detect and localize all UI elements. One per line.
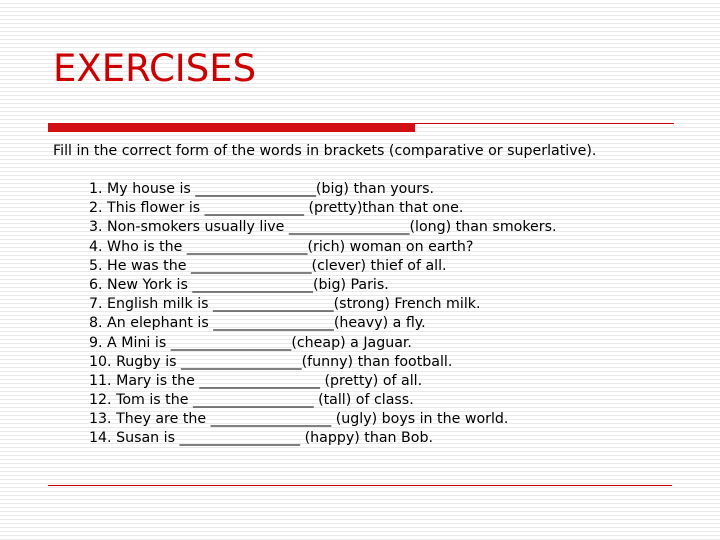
exercise-list bbox=[89, 180, 557, 449]
exercise-item-6: 6. New York is _________________(big) Paris. bbox=[89, 276, 389, 293]
exercise-item-7: 7. English milk is _________________(strong) French milk. bbox=[89, 296, 481, 313]
exercise-item-5: 5. He was the _________________(clever) thief of all. bbox=[89, 257, 447, 274]
exercise-item-3: 3. Non-smokers usually live _________________(long) than smokers. bbox=[89, 219, 557, 236]
footer-rule bbox=[48, 485, 672, 486]
instructions-text: Fill in the correct form of the words in brackets (comparative or superlative). bbox=[53, 143, 597, 159]
exercise-item-9: 9. A Mini is _________________(cheap) a Jaguar. bbox=[89, 334, 412, 351]
exercise-item-1: 1. My house is _________________(big) than yours. bbox=[89, 181, 435, 197]
exercise-item-13: 13. They are the _________________ (ugly) boys in the world. bbox=[89, 411, 509, 428]
exercise-item-2: 2. This flower is ______________ (pretty)than that one. bbox=[89, 200, 464, 217]
exercise-item-8: 8. An elephant is _________________(heavy) a fly. bbox=[89, 315, 426, 332]
exercise-item-11: 11. Mary is the _________________ (pretty) of all. bbox=[89, 372, 423, 389]
exercise-item-12: 12. Tom is the _________________ (tall) of class. bbox=[89, 392, 414, 409]
title-accent-bar bbox=[48, 123, 415, 132]
exercise-item-4: 4. Who is the _________________(rich) woman on earth? bbox=[89, 238, 474, 255]
exercise-item-10: 10. Rugby is _________________(funny) than football. bbox=[89, 353, 453, 370]
exercise-item-14: 14. Susan is _________________ (happy) than Bob. bbox=[89, 430, 433, 447]
slide-title: EXERCISES bbox=[53, 47, 257, 90]
